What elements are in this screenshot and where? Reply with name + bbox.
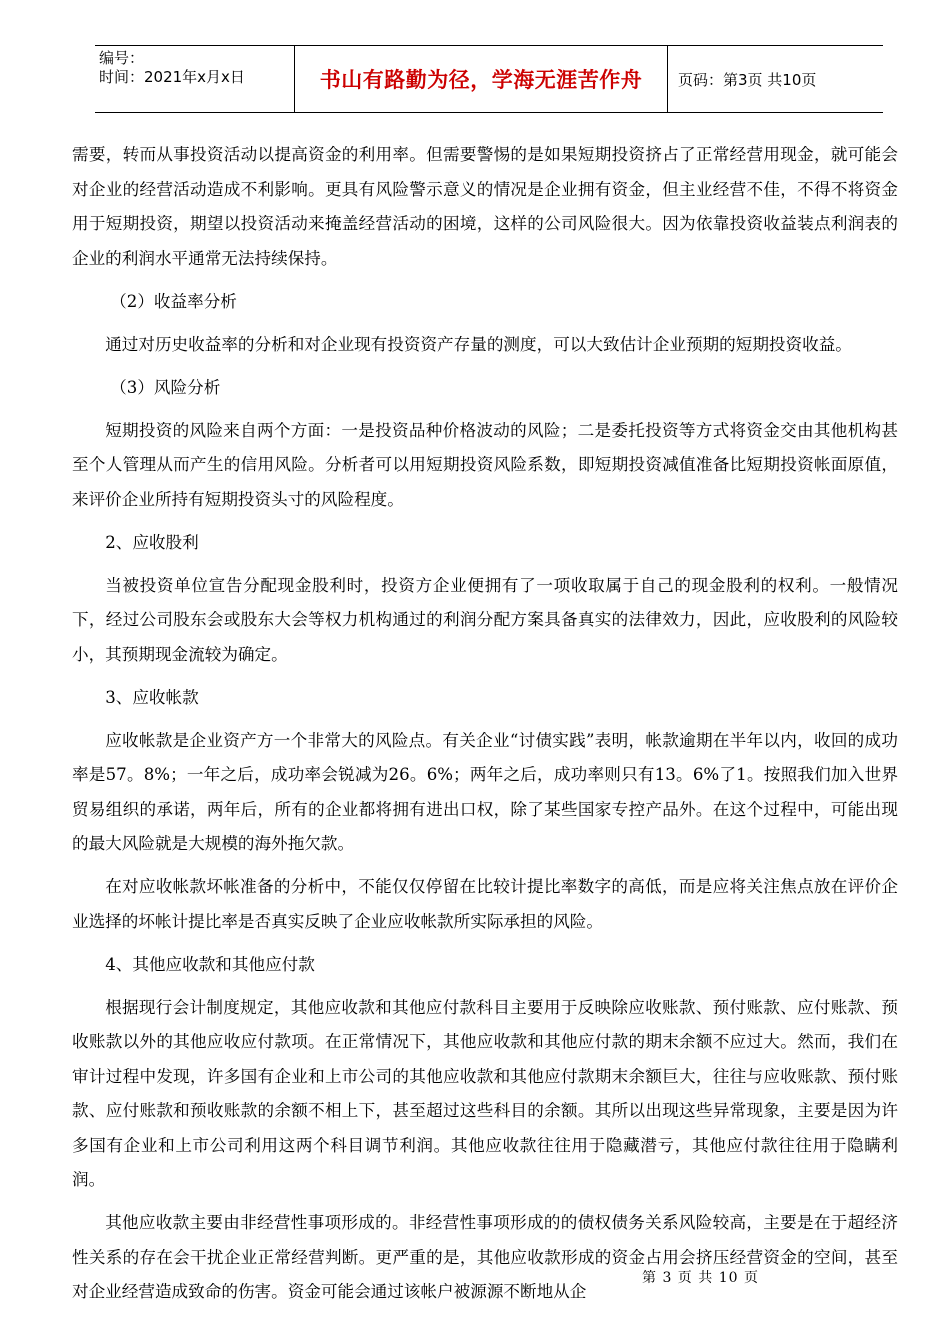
document-body [72,138,898,1318]
header-page-number: 页码：第3页 共10页 [678,70,817,89]
paragraph-continued: 需要，转而从事投资活动以提高资金的利用率。但需要警惕的是如果短期投资挤占了正常经营用现金，就可能会对企业的经营活动造成不利影响。更具有风险警示意义的情况是企业拥有资金，但主业经营不佳，不得不将资金用于短期投资，期望以投资活动来掩盖经营活动的困境，这样的公司风险很大。因为依靠投资收益装点利润表的企业的利润水平通常无法持续保持。 [72,145,898,268]
heading-risk-analysis: （3）风险分析 [110,377,221,397]
page-footer: 第 3 页 共 10 页 [642,1270,759,1286]
header-motto: 书山有路勤为径，学海无涯苦作舟 [295,46,668,112]
header-meta [95,46,295,112]
paragraph: 当被投资单位宣告分配现金股利时，投资方企业便拥有了一项收取属于自己的现金股利的权利。一般情况下，经过公司股东会或股东大会等权力机构通过的利润分配方案具备真实的法律效力，因此，应收股利的风险较小，其预期现金流较为确定。 [72,575,898,664]
paragraph: 根据现行会计制度规定，其他应收款和其他应付款科目主要用于反映除应收账款、预付账款、应付账款、预收账款以外的其他应收应付款项。在正常情况下，其他应收款和其他应付款的期末余额不应过大。然而，我们在审计过程中发现，许多国有企业和上市公司的其他应收款和其他应付款期末余额巨大，往往与应收账款、预付账款、应付账款和预收账款的余额不相上下，甚至超过这些科目的余额。其所以出现这些异常现象，主要是因为许多国有企业和上市公司利用这两个科目调节利润。其他应收款往往用于隐藏潜亏，其他应付款往往用于隐瞒利润。 [72,997,898,1189]
page-header [95,45,883,113]
heading-yield-analysis: （2）收益率分析 [110,291,237,311]
code-label: 编号： [99,49,145,67]
heading-other-receivables-payables: 4、其他应收款和其他应付款 [105,954,315,974]
paragraph: 短期投资的风险来自两个方面：一是投资品种价格波动的风险；二是委托投资等方式将资金交由其他机构甚至个人管理从而产生的信用风险。分析者可以用短期投资风险系数，即短期投资减值准备比短期投资帐面原值，来评价企业所持有短期投资头寸的风险程度。 [72,420,898,509]
paragraph: 应收帐款是企业资产方一个非常大的风险点。有关企业“讨债实践”表明，帐款逾期在半年以内，收回的成功率是57。8%；一年之后，成功率会锐减为26。6%；两年之后，成功率则只有13。6%了1。按照我们加入世界贸易组织的承诺，两年后，所有的企业都将拥有进出口权，除了某些国家专控产品外。在这个过程中，可能出现的最大风险就是大规模的海外拖欠款。 [72,730,898,853]
paragraph: 其他应收款主要由非经营性事项形成的。非经营性事项形成的的债权债务关系风险较高，主要是在于超经济性关系的存在会干扰企业正常经营判断。更严重的是，其他应收款形成的资金占用会挤压经营资金的空间，甚至对企业经营造成致命的伤害。资金可能会通过该帐户被源源不断地从企 [72,1213,898,1301]
heading-accounts-receivable: 3、应收帐款 [105,687,199,707]
heading-dividends-receivable: 2、应收股利 [105,532,199,552]
paragraph: 在对应收帐款坏帐准备的分析中，不能仅仅停留在比较计提比率数字的高低，而是应将关注焦点放在评价企业选择的坏帐计提比率是否真实反映了企业应收帐款所实际承担的风险。 [72,877,898,931]
time-label: 时间：2021年x月x日 [99,68,245,86]
paragraph: 通过对历史收益率的分析和对企业现有投资资产存量的测度，可以大致估计企业预期的短期投资收益。 [105,334,852,354]
